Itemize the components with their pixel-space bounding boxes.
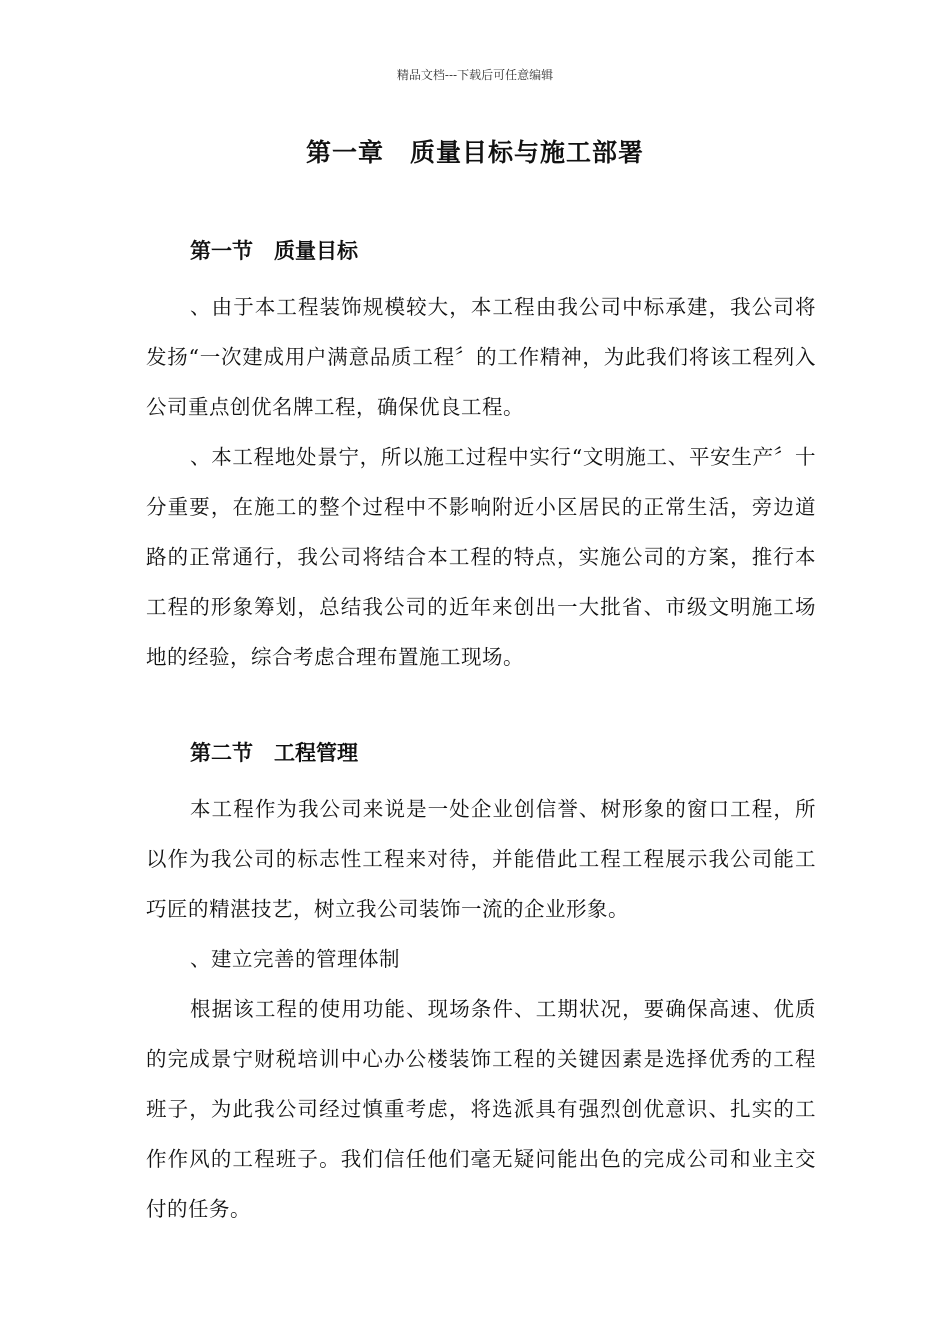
paragraph: 、本工程地处景宁，所以施工过程中实行“文明施工、平安生产〞十分重要，在施工的整个过程中不影响附近小区居民的正常生活，旁边道路的正常通行，我公司将结合本工程的特点，实施公司的方案，推行本工程的形象筹划，总结我公司的近年来创出一大批省、市级文明施工场地的经验，综合考虑合理布置施工现场。: [146, 445, 816, 669]
paragraph: 、建立完善的管理体制: [190, 947, 400, 971]
paragraph: 根据该工程的使用功能、现场条件、工期状况，要确保高速、优质的完成景宁财税培训中心办公楼装饰工程的关键因素是选择优秀的工程班子，为此我公司经过慎重考虑，将选派具有强烈创优意识、扎实的工作作风的工程班子。我们信任他们毫无疑问能出色的完成公司和业主交付的任务。: [146, 997, 816, 1221]
page-watermark: 精品文档---下载后可任意编辑: [396, 68, 554, 82]
section-title: 第二节 工程管理: [190, 741, 358, 765]
document-body: [146, 232, 816, 1234]
section-quality-goals: [146, 232, 816, 682]
chapter-title: 第一章 质量目标与施工部署: [305, 138, 644, 167]
section-project-management: [146, 734, 816, 1234]
paragraph: 本工程作为我公司来说是一处企业创信誉、树形象的窗口工程，所以作为我公司的标志性工程来对待，并能借此工程工程展示我公司能工巧匠的精湛技艺，树立我公司装饰一流的企业形象。: [146, 797, 816, 921]
section-title: 第一节 质量目标: [190, 239, 358, 263]
paragraph: 、由于本工程装饰规模较大，本工程由我公司中标承建，我公司将发扬“一次建成用户满意品质工程〞的工作精神，为此我们将该工程列入公司重点创优名牌工程，确保优良工程。: [146, 295, 816, 419]
